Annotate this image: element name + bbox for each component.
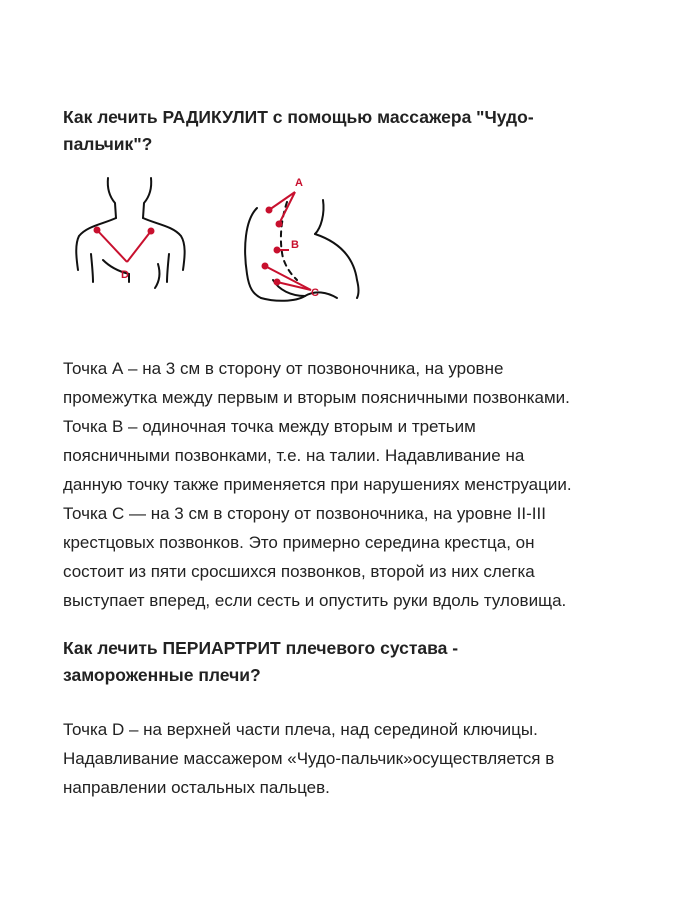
paragraph-point-d — [63, 715, 643, 802]
paragraph-line: Точка С — на 3 см в сторону от позвоночника, на уровне II-III — [63, 504, 546, 523]
point-a-label: A — [295, 177, 303, 189]
paragraph-line: поясничными позвонками, т.е. на талии. Надавливание на — [63, 446, 525, 465]
paragraph-line: данную точку также применяется при нарушениях менструации. — [63, 475, 572, 494]
paragraph-line: Точка D – на верхней части плеча, над серединой ключицы. — [63, 720, 538, 739]
paragraph-line: выступает вперед, если сесть и опустить руки вдоль туловища. — [63, 591, 567, 610]
point-c-label: C — [311, 287, 319, 299]
heading-periarthritis — [63, 635, 643, 689]
paragraph-line: Точка А – на 3 см в сторону от позвоночника, на уровне — [63, 359, 504, 378]
paragraph-line: Точка В – одиночная точка между вторым и третьим — [63, 417, 476, 436]
back-figure-drawing — [235, 170, 375, 320]
paragraph-line: крестцовых позвонков. Это примерно середина крестца, он — [63, 533, 535, 552]
paragraph-line: промежутка между первым и вторым поясничными позвонками. — [63, 388, 570, 407]
paragraph-line: Надавливание массажером «Чудо-пальчик»осуществляется в — [63, 749, 555, 768]
heading-radiculitis — [63, 104, 643, 158]
article — [63, 104, 643, 802]
paragraph-line: состоит из пяти сросшихся позвонков, второй из них слегка — [63, 562, 535, 581]
front-torso-drawing — [63, 170, 203, 320]
heading-line: Как лечить ПЕРИАРТРИТ плечевого сустава - — [63, 638, 459, 658]
acupressure-illustration — [63, 170, 643, 320]
heading-line: замороженные плечи? — [63, 665, 261, 685]
point-b-label: B — [291, 239, 299, 251]
heading-line: пальчик"? — [63, 134, 153, 154]
paragraph-line: направлении остальных пальцев. — [63, 778, 330, 797]
paragraph-points-abc — [63, 354, 643, 615]
heading-line: Как лечить РАДИКУЛИТ с помощью массажера "Чудо- — [63, 107, 534, 127]
point-d-label: D — [121, 269, 129, 281]
